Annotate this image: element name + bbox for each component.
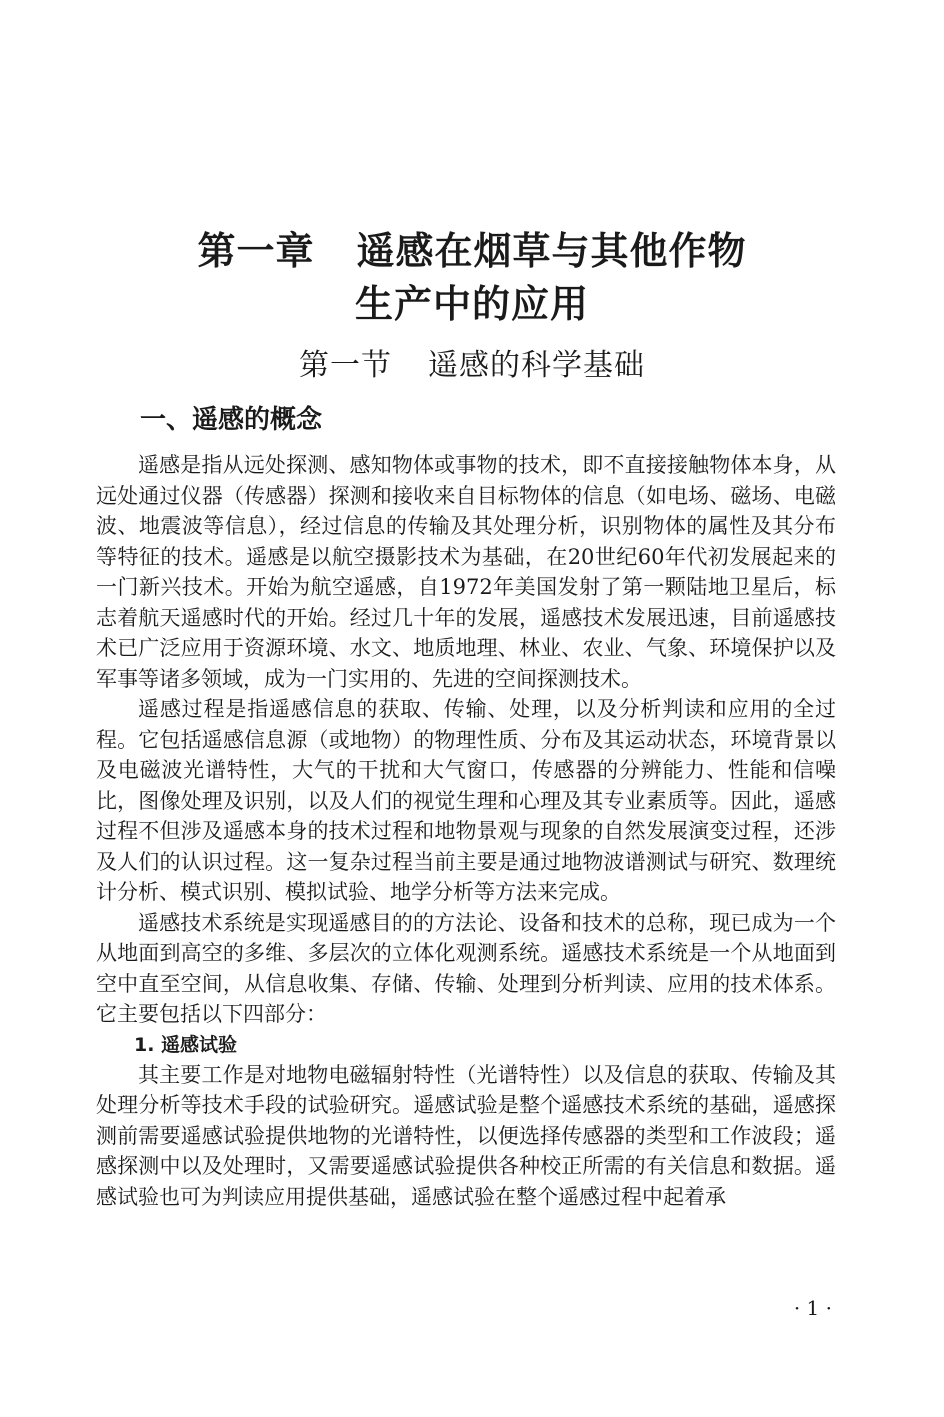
section-label: 第一节 [299, 348, 392, 383]
body-text [96, 450, 836, 1212]
chapter-title-line1 [0, 225, 944, 277]
paragraph-1: 遥感是指从远处探测、感知物体或事物的技术，即不直接接触物体本身，从远处通过仪器（传感器）探测和接收来自目标物体的信息（如电场、磁场、电磁波、地震波等信息），经过信息的传输及其处理分析，识别物体的属性及其分布等特征的技术。遥感是以航空摄影技术为基础，在20世纪60年代初发展起来的一门新兴技术。开始为航空遥感，自1972年美国发射了第一颗陆地卫星后，标志着航天遥感时代的开始。经过几十年的发展，遥感技术发展迅速，目前遥感技术已广泛应用于资源环境、水文、地质地理、林业、农业、气象、环境保护以及军事等诸多领域，成为一门实用的、先进的空间探测技术。 [96, 453, 836, 691]
heading-concept: 一、遥感的概念 [140, 405, 323, 435]
paragraph-4: 其主要工作是对地物电磁辐射特性（光谱特性）以及信息的获取、传输及其处理分析等技术手段的试验研究。遥感试验是整个遥感技术系统的基础，遥感探测前需要遥感试验提供地物的光谱特性，以便选择传感器的类型和工作波段；遥感探测中以及处理时，又需要遥感试验提供各种校正所需的有关信息和数据。遥感试验也可为判读应用提供基础，遥感试验在整个遥感过程中起着承 [96, 1062, 836, 1209]
section-title-text: 遥感的科学基础 [428, 348, 645, 383]
paragraph-3: 遥感技术系统是实现遥感目的的方法论、设备和技术的总称，现已成为一个从地面到高空的多维、多层次的立体化观测系统。遥感技术系统是一个从地面到空中直至空间，从信息收集、存储、传输、处理到分析判读、应用的技术体系。它主要包括以下四部分： [96, 910, 836, 1026]
page-number: · 1 · [793, 1296, 832, 1320]
subheading-remote-sensing-test: 1. 遥感试验 [134, 1033, 238, 1056]
chapter-label: 第一章 [197, 228, 315, 273]
chapter-title-text: 遥感在烟草与其他作物 [356, 228, 747, 273]
section-title [0, 343, 944, 389]
chapter-title-line2: 生产中的应用 [354, 281, 589, 326]
paragraph-2: 遥感过程是指遥感信息的获取、传输、处理，以及分析判读和应用的全过程。它包括遥感信息源（或地物）的物理性质、分布及其运动状态，环境背景以及电磁波光谱特性，大气的干扰和大气窗口，传感器的分辨能力、性能和信噪比，图像处理及识别，以及人们的视觉生理和心理及其专业素质等。因此，遥感过程不但涉及遥感本身的技术过程和地物景观与现象的自然发展演变过程，还涉及人们的认识过程。这一复杂过程当前主要是通过地物波谱测试与研究、数理统计分析、模式识别、模拟试验、地学分析等方法来完成。 [96, 697, 836, 904]
